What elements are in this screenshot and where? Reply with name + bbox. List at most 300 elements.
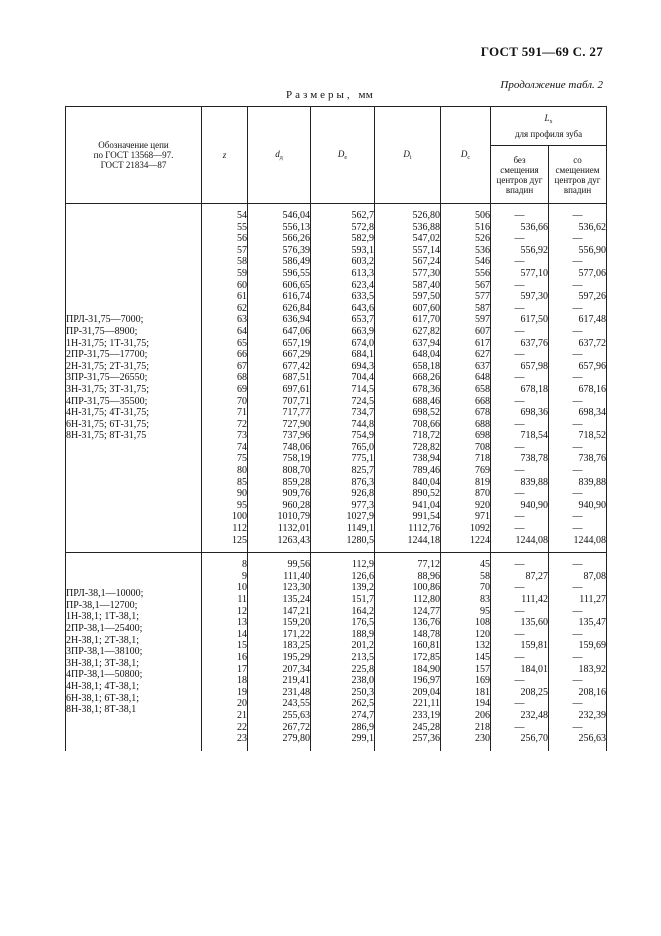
col-header-z xyxy=(202,107,248,204)
L-with-shift-cell: 577,06 xyxy=(549,268,607,280)
d-subscript: д xyxy=(279,155,283,161)
d-cell: 606,65 xyxy=(248,280,311,292)
d-cell: 859,28 xyxy=(248,477,311,489)
L-with-shift-cell: — xyxy=(549,372,607,384)
De-cell: 582,9 xyxy=(311,233,375,245)
L-with-shift-cell: 597,26 xyxy=(549,291,607,303)
De-cell: 250,3 xyxy=(311,687,375,699)
L-no-shift-cell: — xyxy=(491,233,549,245)
z-cell: 13 xyxy=(202,617,248,629)
L-with-shift-cell: 617,48 xyxy=(549,314,607,326)
L-no-shift-cell: — xyxy=(491,511,549,523)
L-with-shift-cell: — xyxy=(549,280,607,292)
z-cell: 18 xyxy=(202,675,248,687)
Dc-cell: 597 xyxy=(441,314,491,326)
chain-header-line: Обозначение цепи xyxy=(98,140,169,150)
De-cell: 694,3 xyxy=(311,361,375,373)
spacer-cell xyxy=(311,745,375,751)
Di-cell: 184,90 xyxy=(375,664,441,676)
chain-designation-line: 2ПР-38,1—25400; xyxy=(66,622,143,634)
L-with-shift-cell: 718,52 xyxy=(549,430,607,442)
col-header-De xyxy=(311,107,375,204)
d-cell: 267,72 xyxy=(248,722,311,734)
chain-designation-line: 6Н-31,75; 6Т-31,75; xyxy=(66,418,150,430)
Di-cell: 648,04 xyxy=(375,349,441,361)
De-cell: 663,9 xyxy=(311,326,375,338)
chain-designation-line: 4ПР-38,1—50800; xyxy=(66,669,143,681)
L-no-shift-cell: 135,60 xyxy=(491,617,549,629)
d-cell: 99,56 xyxy=(248,559,311,571)
d-cell: 748,06 xyxy=(248,442,311,454)
L-no-shift-cell: 184,01 xyxy=(491,664,549,676)
De-cell: 562,7 xyxy=(311,210,375,222)
d-cell: 195,29 xyxy=(248,652,311,664)
De-cell: 775,1 xyxy=(311,453,375,465)
z-cell: 63 xyxy=(202,314,248,326)
L-with-shift-cell: — xyxy=(549,722,607,734)
L-description: для профиля зуба xyxy=(514,129,583,139)
z-cell: 74 xyxy=(202,442,248,454)
L-no-shift-cell: 536,66 xyxy=(491,222,549,234)
De-cell: 274,7 xyxy=(311,710,375,722)
Di-cell: 658,18 xyxy=(375,361,441,373)
De-cell: 151,7 xyxy=(311,594,375,606)
z-cell: 125 xyxy=(202,535,248,547)
L-with-shift-cell: — xyxy=(549,488,607,500)
with-shift-line: со xyxy=(573,154,582,165)
L-no-shift-cell: 738,78 xyxy=(491,453,549,465)
L-no-shift-cell: — xyxy=(491,442,549,454)
Dc-cell: 83 xyxy=(441,594,491,606)
De-cell: 977,3 xyxy=(311,500,375,512)
d-cell: 586,49 xyxy=(248,256,311,268)
z-cell: 80 xyxy=(202,465,248,477)
Dc-cell: 58 xyxy=(441,571,491,583)
z-cell: 69 xyxy=(202,384,248,396)
L-no-shift-cell: 232,48 xyxy=(491,710,549,722)
Di-cell: 728,82 xyxy=(375,442,441,454)
Di-cell: 148,78 xyxy=(375,629,441,641)
sizes-caption-text: Размеры, xyxy=(286,89,353,101)
L-with-shift-cell: 183,92 xyxy=(549,664,607,676)
De-cell: 876,3 xyxy=(311,477,375,489)
Dc-cell: 556 xyxy=(441,268,491,280)
col-header-d xyxy=(248,107,311,204)
Dc-cell: 120 xyxy=(441,629,491,641)
Dc-cell: 45 xyxy=(441,559,491,571)
De-cell: 126,6 xyxy=(311,571,375,583)
Di-cell: 890,52 xyxy=(375,488,441,500)
L-no-shift-cell: — xyxy=(491,419,549,431)
z-cell: 112 xyxy=(202,523,248,535)
L-no-shift-cell: — xyxy=(491,606,549,618)
chain-designation-line: 2ПР-31,75—17700; xyxy=(66,349,148,361)
De-cell: 572,8 xyxy=(311,222,375,234)
L-no-shift-cell: 718,54 xyxy=(491,430,549,442)
Di-cell: 668,26 xyxy=(375,372,441,384)
L-no-shift-cell: — xyxy=(491,326,549,338)
De-cell: 674,0 xyxy=(311,338,375,350)
L-no-shift-cell: — xyxy=(491,256,549,268)
d-cell: 596,55 xyxy=(248,268,311,280)
L-with-shift-cell: 87,08 xyxy=(549,571,607,583)
L-no-shift-cell: 617,50 xyxy=(491,314,549,326)
L-symbol: L xyxy=(544,113,550,123)
Dc-cell: 132 xyxy=(441,640,491,652)
chain-designation-line: ПРЛ-38,1—10000; xyxy=(66,588,144,600)
chain-designation-line: 2Н-31,75; 2Т-31,75; xyxy=(66,360,150,372)
De-symbol: D xyxy=(337,149,345,159)
De-cell: 286,9 xyxy=(311,722,375,734)
d-cell: 667,29 xyxy=(248,349,311,361)
De-cell: 139,2 xyxy=(311,582,375,594)
Dc-cell: 546 xyxy=(441,256,491,268)
d-cell: 556,13 xyxy=(248,222,311,234)
Dc-cell: 108 xyxy=(441,617,491,629)
z-cell: 100 xyxy=(202,511,248,523)
Di-cell: 718,72 xyxy=(375,430,441,442)
z-cell: 12 xyxy=(202,606,248,618)
L-with-shift-cell: 536,62 xyxy=(549,222,607,234)
spacer-cell xyxy=(549,745,607,751)
d-cell: 626,84 xyxy=(248,303,311,315)
Di-cell: 840,04 xyxy=(375,477,441,489)
Di-cell: 627,82 xyxy=(375,326,441,338)
z-cell: 60 xyxy=(202,280,248,292)
d-cell: 111,40 xyxy=(248,571,311,583)
L-with-shift-cell: 159,69 xyxy=(549,640,607,652)
L-with-shift-cell: — xyxy=(549,523,607,535)
col-header-L-group xyxy=(491,107,607,146)
Dc-cell: 637 xyxy=(441,361,491,373)
Dc-cell: 1092 xyxy=(441,523,491,535)
Di-cell: 88,96 xyxy=(375,571,441,583)
Dc-cell: 516 xyxy=(441,222,491,234)
De-cell: 613,3 xyxy=(311,268,375,280)
De-cell: 653,7 xyxy=(311,314,375,326)
Di-cell: 196,97 xyxy=(375,675,441,687)
z-cell: 72 xyxy=(202,419,248,431)
z-symbol: z xyxy=(222,150,227,160)
L-with-shift-cell: — xyxy=(549,442,607,454)
z-cell: 55 xyxy=(202,222,248,234)
d-cell: 135,24 xyxy=(248,594,311,606)
Di-cell: 617,70 xyxy=(375,314,441,326)
col-header-Dc xyxy=(441,107,491,204)
De-cell: 225,8 xyxy=(311,664,375,676)
Dc-cell: 70 xyxy=(441,582,491,594)
Dc-cell: 769 xyxy=(441,465,491,477)
L-no-shift-cell: 111,42 xyxy=(491,594,549,606)
L-with-shift-cell: — xyxy=(549,511,607,523)
d-cell: 960,28 xyxy=(248,500,311,512)
d-cell: 219,41 xyxy=(248,675,311,687)
De-cell: 1280,5 xyxy=(311,535,375,547)
d-cell: 717,77 xyxy=(248,407,311,419)
Dc-cell: 181 xyxy=(441,687,491,699)
d-cell: 697,61 xyxy=(248,384,311,396)
d-cell: 687,51 xyxy=(248,372,311,384)
d-cell: 657,19 xyxy=(248,338,311,350)
Di-cell: 991,54 xyxy=(375,511,441,523)
z-cell: 14 xyxy=(202,629,248,641)
col-header-with-shift xyxy=(549,146,607,204)
De-cell: 926,8 xyxy=(311,488,375,500)
d-cell: 576,39 xyxy=(248,245,311,257)
L-no-shift-cell: — xyxy=(491,210,549,222)
z-cell: 75 xyxy=(202,453,248,465)
L-with-shift-cell: — xyxy=(549,210,607,222)
Di-cell: 577,30 xyxy=(375,268,441,280)
no-shift-line: без xyxy=(513,154,526,165)
Dc-cell: 658 xyxy=(441,384,491,396)
L-no-shift-cell: — xyxy=(491,582,549,594)
Dc-cell: 526 xyxy=(441,233,491,245)
Dc-cell: 648 xyxy=(441,372,491,384)
table-body xyxy=(66,204,607,751)
Dc-cell: 688 xyxy=(441,419,491,431)
col-header-chain xyxy=(66,107,202,204)
d-cell: 279,80 xyxy=(248,733,311,745)
z-cell: 57 xyxy=(202,245,248,257)
Di-cell: 136,76 xyxy=(375,617,441,629)
L-no-shift-cell: — xyxy=(491,675,549,687)
De-cell: 238,0 xyxy=(311,675,375,687)
Dc-cell: 617 xyxy=(441,338,491,350)
chain-designation-line: 3ПР-31,75—26550; xyxy=(66,372,148,384)
z-cell: 11 xyxy=(202,594,248,606)
L-with-shift-cell: 1244,08 xyxy=(549,535,607,547)
Di-cell: 77,12 xyxy=(375,559,441,571)
L-with-shift-cell: — xyxy=(549,349,607,361)
Di-cell: 678,36 xyxy=(375,384,441,396)
chain-designation-line: 2Н-38,1; 2Т-38,1; xyxy=(66,634,140,646)
z-cell: 66 xyxy=(202,349,248,361)
Di-cell: 567,24 xyxy=(375,256,441,268)
d-cell: 207,34 xyxy=(248,664,311,676)
De-cell: 164,2 xyxy=(311,606,375,618)
Di-cell: 708,66 xyxy=(375,419,441,431)
De-cell: 633,5 xyxy=(311,291,375,303)
Di-cell: 547,02 xyxy=(375,233,441,245)
L-no-shift-cell: — xyxy=(491,396,549,408)
L-with-shift-cell: — xyxy=(549,233,607,245)
Dc-cell: 157 xyxy=(441,664,491,676)
z-cell: 56 xyxy=(202,233,248,245)
L-with-shift-cell: 256,63 xyxy=(549,733,607,745)
Dc-cell: 577 xyxy=(441,291,491,303)
chain-designation-cell xyxy=(66,553,202,751)
L-no-shift-cell: — xyxy=(491,465,549,477)
z-cell: 15 xyxy=(202,640,248,652)
col-header-no-shift xyxy=(491,146,549,204)
Di-subscript: i xyxy=(409,155,412,161)
chain-designation-line: 4Н-38,1; 4Т-38,1; xyxy=(66,680,140,692)
z-cell: 9 xyxy=(202,571,248,583)
d-cell: 243,55 xyxy=(248,698,311,710)
Di-cell: 789,46 xyxy=(375,465,441,477)
De-cell: 201,2 xyxy=(311,640,375,652)
chain-designation-line: ПР-38,1—12700; xyxy=(66,599,138,611)
Di-cell: 160,81 xyxy=(375,640,441,652)
Di-cell: 209,04 xyxy=(375,687,441,699)
L-with-shift-cell: 232,39 xyxy=(549,710,607,722)
De-cell: 112,9 xyxy=(311,559,375,571)
z-cell: 85 xyxy=(202,477,248,489)
z-cell: 20 xyxy=(202,698,248,710)
De-cell: 744,8 xyxy=(311,419,375,431)
L-no-shift-cell: — xyxy=(491,722,549,734)
De-cell: 724,5 xyxy=(311,396,375,408)
Dc-cell: 718 xyxy=(441,453,491,465)
d-cell: 255,63 xyxy=(248,710,311,722)
d-cell: 1132,01 xyxy=(248,523,311,535)
spacer-cell xyxy=(202,745,248,751)
L-with-shift-cell: — xyxy=(549,326,607,338)
L-with-shift-cell: — xyxy=(549,652,607,664)
d-cell: 737,96 xyxy=(248,430,311,442)
Dc-cell: 145 xyxy=(441,652,491,664)
chain-designation-line: 6Н-38,1; 6Т-38,1; xyxy=(66,692,140,704)
z-cell: 23 xyxy=(202,733,248,745)
Di-cell: 1112,76 xyxy=(375,523,441,535)
d-cell: 727,90 xyxy=(248,419,311,431)
L-with-shift-cell: 940,90 xyxy=(549,500,607,512)
spacer-cell xyxy=(375,745,441,751)
Dc-cell: 607 xyxy=(441,326,491,338)
z-cell: 65 xyxy=(202,338,248,350)
z-cell: 8 xyxy=(202,559,248,571)
L-with-shift-cell: — xyxy=(549,698,607,710)
z-cell: 67 xyxy=(202,361,248,373)
d-cell: 1010,79 xyxy=(248,511,311,523)
Di-cell: 557,14 xyxy=(375,245,441,257)
Di-cell: 112,80 xyxy=(375,594,441,606)
Di-cell: 536,88 xyxy=(375,222,441,234)
De-cell: 1027,9 xyxy=(311,511,375,523)
De-cell: 623,4 xyxy=(311,280,375,292)
De-cell: 765,0 xyxy=(311,442,375,454)
Dc-cell: 627 xyxy=(441,349,491,361)
z-cell: 95 xyxy=(202,500,248,512)
L-with-shift-cell: — xyxy=(549,582,607,594)
L-with-shift-cell: 111,27 xyxy=(549,594,607,606)
chain-designation-line: 1Н-31,75; 1Т-31,75; xyxy=(66,337,150,349)
L-with-shift-cell: — xyxy=(549,396,607,408)
d-cell: 677,42 xyxy=(248,361,311,373)
L-no-shift-cell: 159,81 xyxy=(491,640,549,652)
L-no-shift-cell: — xyxy=(491,372,549,384)
Di-cell: 738,94 xyxy=(375,453,441,465)
Di-cell: 100,86 xyxy=(375,582,441,594)
L-no-shift-cell: 256,70 xyxy=(491,733,549,745)
z-cell: 19 xyxy=(202,687,248,699)
L-with-shift-cell: — xyxy=(549,465,607,477)
L-with-shift-cell: — xyxy=(549,303,607,315)
L-subscript: x xyxy=(549,119,553,125)
chain-designation-line: 8Н-31,75; 8Т-31,75 xyxy=(66,430,147,442)
chain-designation-line: 8Н-38,1; 8Т-38,1 xyxy=(66,704,137,716)
L-no-shift-cell: — xyxy=(491,559,549,571)
L-no-shift-cell: — xyxy=(491,280,549,292)
chain-header-line: ГОСТ 21834—87 xyxy=(100,160,167,170)
L-with-shift-cell: — xyxy=(549,675,607,687)
De-cell: 262,5 xyxy=(311,698,375,710)
Dc-subscript: c xyxy=(467,155,471,161)
De-cell: 593,1 xyxy=(311,245,375,257)
table-continuation-note: Продолжение табл. 2 xyxy=(500,79,603,91)
with-shift-line: смещением xyxy=(555,164,600,175)
L-with-shift-cell: 657,96 xyxy=(549,361,607,373)
d-cell: 616,74 xyxy=(248,291,311,303)
z-cell: 59 xyxy=(202,268,248,280)
d-cell: 1263,43 xyxy=(248,535,311,547)
L-no-shift-cell: 556,92 xyxy=(491,245,549,257)
L-symbol-line xyxy=(491,112,606,128)
L-with-shift-cell: — xyxy=(549,256,607,268)
Dc-cell: 587 xyxy=(441,303,491,315)
z-cell: 17 xyxy=(202,664,248,676)
Di-cell: 607,60 xyxy=(375,303,441,315)
col-header-Di xyxy=(375,107,441,204)
Di-cell: 245,28 xyxy=(375,722,441,734)
De-cell: 188,9 xyxy=(311,629,375,641)
sprocket-dimensions-table xyxy=(65,106,607,751)
Dc-cell: 206 xyxy=(441,710,491,722)
d-symbol: d xyxy=(275,149,280,159)
Di-cell: 688,46 xyxy=(375,396,441,408)
L-no-shift-cell: — xyxy=(491,349,549,361)
L-no-shift-cell: — xyxy=(491,488,549,500)
Di-cell: 526,80 xyxy=(375,210,441,222)
Dc-cell: 819 xyxy=(441,477,491,489)
De-cell: 704,4 xyxy=(311,372,375,384)
d-cell: 808,70 xyxy=(248,465,311,477)
d-cell: 546,04 xyxy=(248,210,311,222)
Dc-cell: 194 xyxy=(441,698,491,710)
Di-cell: 698,52 xyxy=(375,407,441,419)
Dc-cell: 506 xyxy=(441,210,491,222)
sizes-unit: мм xyxy=(358,89,373,101)
L-with-shift-cell: — xyxy=(549,419,607,431)
Dc-cell: 1224 xyxy=(441,535,491,547)
with-shift-line: впадин xyxy=(563,184,592,195)
Di-cell: 597,50 xyxy=(375,291,441,303)
chain-designation-line: ПР-31,75—8900; xyxy=(66,325,138,337)
Dc-cell: 708 xyxy=(441,442,491,454)
De-cell: 643,6 xyxy=(311,303,375,315)
L-with-shift-cell: 738,76 xyxy=(549,453,607,465)
Dc-cell: 920 xyxy=(441,500,491,512)
d-cell: 231,48 xyxy=(248,687,311,699)
Di-cell: 124,77 xyxy=(375,606,441,618)
De-cell: 825,7 xyxy=(311,465,375,477)
d-cell: 159,20 xyxy=(248,617,311,629)
Di-cell: 941,04 xyxy=(375,500,441,512)
page-header: ГОСТ 591—69 С. 27 xyxy=(480,44,603,59)
L-no-shift-cell: 637,76 xyxy=(491,338,549,350)
L-with-shift-cell: — xyxy=(549,606,607,618)
d-cell: 147,21 xyxy=(248,606,311,618)
z-cell: 64 xyxy=(202,326,248,338)
z-cell: 21 xyxy=(202,710,248,722)
d-cell: 171,22 xyxy=(248,629,311,641)
L-no-shift-cell: 698,36 xyxy=(491,407,549,419)
chain-designation-cell xyxy=(66,204,202,553)
z-cell: 90 xyxy=(202,488,248,500)
no-shift-line: смещения xyxy=(500,164,539,175)
z-cell: 61 xyxy=(202,291,248,303)
